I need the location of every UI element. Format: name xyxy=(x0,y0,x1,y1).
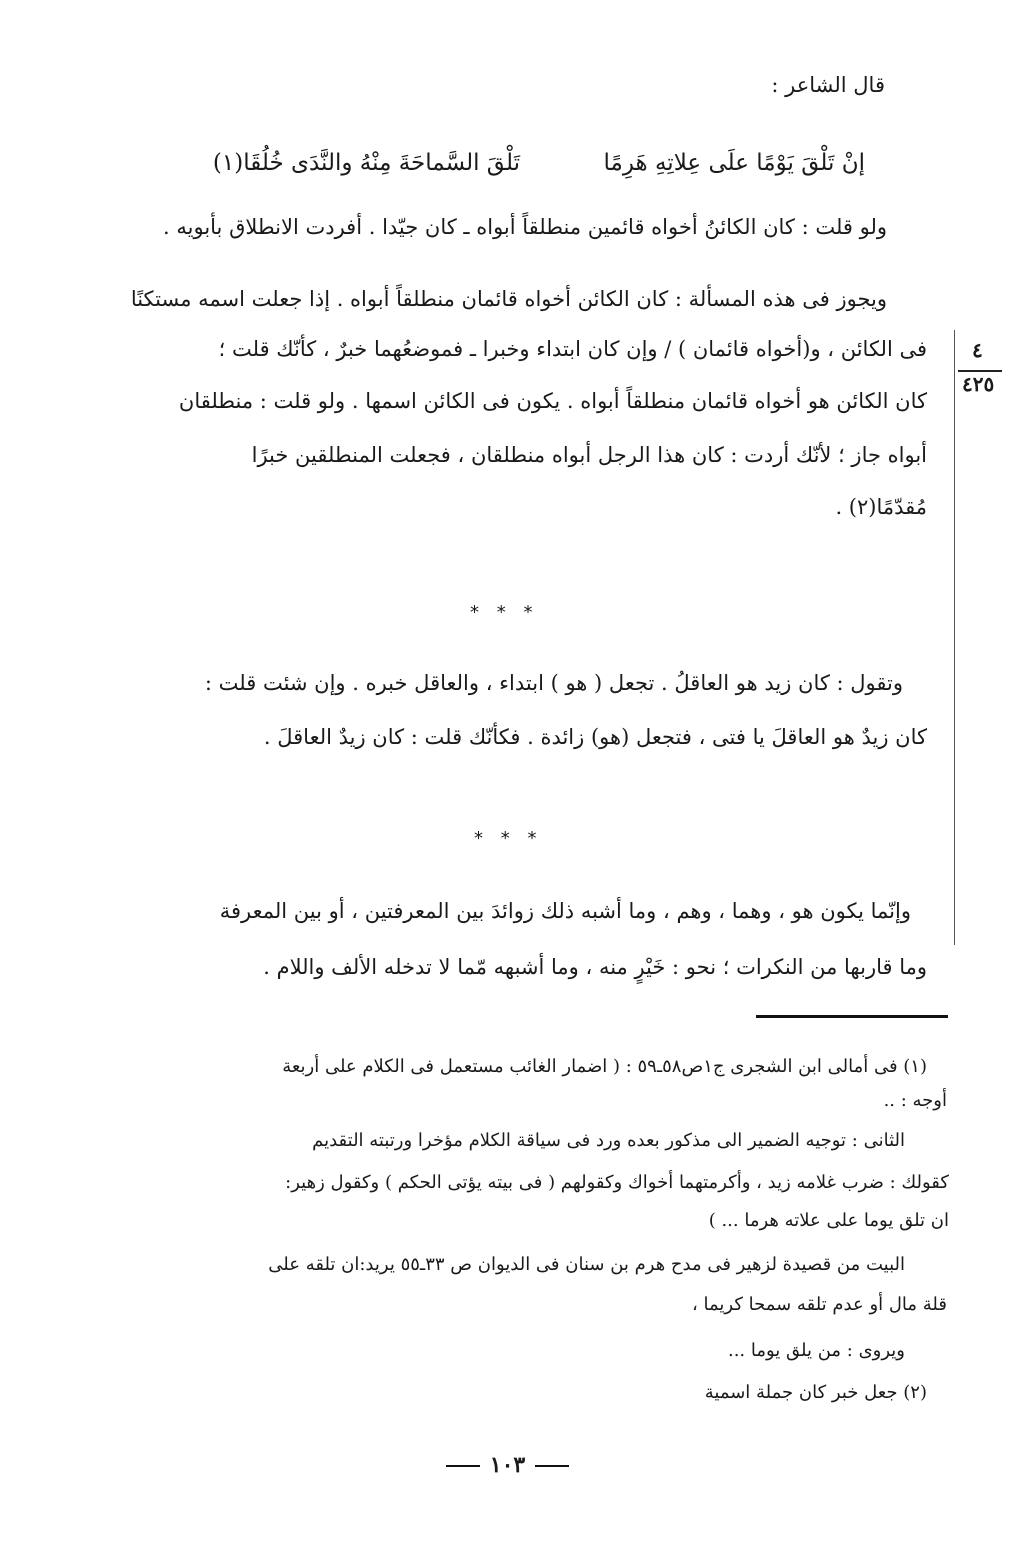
footnote-line: ويروى : من يلق يوما ... xyxy=(727,1340,905,1361)
poet-intro: قال الشاعر : xyxy=(771,73,885,97)
footnote-line: البيت من قصيدة لزهير فى مدح هرم بن سنان فى الديوان ص ٣٣ـ٥٥ يريد:ان تلقه على xyxy=(268,1254,905,1275)
page-number-dash xyxy=(446,1465,480,1467)
margin-page-number: ٤٢٥ xyxy=(962,372,995,396)
paragraph-line: وتقول : كان زيد هو العاقلُ . تجعل ( هو ) ابتداء ، والعاقل خبره . وإن شئت قلت : xyxy=(204,671,903,695)
footnote-rule xyxy=(756,1015,948,1018)
footnote-line: ان تلق يوما على علاته هرما ... ) xyxy=(708,1210,949,1231)
margin-volume-number: ٤ xyxy=(972,338,983,362)
paragraph-line: وما قاربها من النكرات ؛ نحو : خَيْرٍ منه ، وما أشبهه مّما لا تدخله الألف واللام . xyxy=(263,955,927,979)
paragraph-line: كان الكائن هو أخواه قائمان منطلقاً أبواه . يكون فى الكائن اسمها . ولو قلت : منطلقان xyxy=(178,389,927,413)
section-separator: * * * xyxy=(474,828,543,849)
paragraph-line: ولو قلت : كان الكائنُ أخواه قائمين منطلقاً أبواه ـ كان جيّدا . أفردت الانطلاق بأبويه . xyxy=(163,215,887,239)
page-number xyxy=(0,1452,1015,1478)
poem-first-hemistich: إنْ تَلْقَ يَوْمًا علَى عِلاتِهِ هَرِمًا xyxy=(603,150,865,176)
section-separator: * * * xyxy=(470,602,539,623)
paragraph-line: مُقدّمًا(٢) . xyxy=(835,495,927,519)
footnote-line: كقولك : ضرب غلامه زيد ، وأكرمتهما أخواك وكقولهم ( فى بيته يؤتى الحكم ) وكقول زهير: xyxy=(285,1172,949,1193)
footnote-line: (١) فى أمالى ابن الشجرى ج١ص٥٨ـ٥٩ : ( اضمار الغائب مستعمل فى الكلام على أربعة xyxy=(282,1056,927,1077)
poem-second-hemistich: تَلْقَ السَّماحَةَ مِنْهُ والنَّدَى خُلُقَا(١) xyxy=(212,150,520,176)
paragraph-line: كان زيدٌ هو العاقلَ يا فتى ، فتجعل (هو) زائدة . فكأنّك قلت : كان زيدٌ العاقلَ . xyxy=(263,725,927,749)
paragraph-line: وإنّما يكون هو ، وهما ، وهم ، وما أشبه ذلك زوائدَ بين المعرفتين ، أو بين المعرفة xyxy=(219,899,911,923)
margin-rule xyxy=(954,330,955,945)
page-number-dash xyxy=(535,1465,569,1467)
paragraph-line: فى الكائن ، و(أخواه قائمان ) / وإن كان ابتداء وخبرا ـ فموضعُهما خبرٌ ، كأنّك قلت ؛ xyxy=(218,337,927,361)
paragraph-line: ويجوز فى هذه المسألة : كان الكائن أخواه قائمان منطلقاً أبواه . إذا جعلت اسمه مستكنًا xyxy=(130,287,887,311)
footnote-line: قلة مال أو عدم تلقه سمحا كريما ، xyxy=(691,1294,947,1315)
footnote-line: (٢) جعل خبر كان جملة اسمية xyxy=(704,1382,927,1403)
footnote-line: أوجه : .. xyxy=(883,1090,947,1111)
paragraph-line: أبواه جاز ؛ لأنّك أردت : كان هذا الرجل أبواه منطلقان ، فجعلت المنطلقين خبرًا xyxy=(251,443,927,467)
page-number-text: ١٠٣ xyxy=(489,1452,526,1478)
footnote-line: الثانى : توجيه الضمير الى مذكور بعده ورد فى سياقة الكلام مؤخرا ورتبته التقديم xyxy=(312,1130,905,1151)
